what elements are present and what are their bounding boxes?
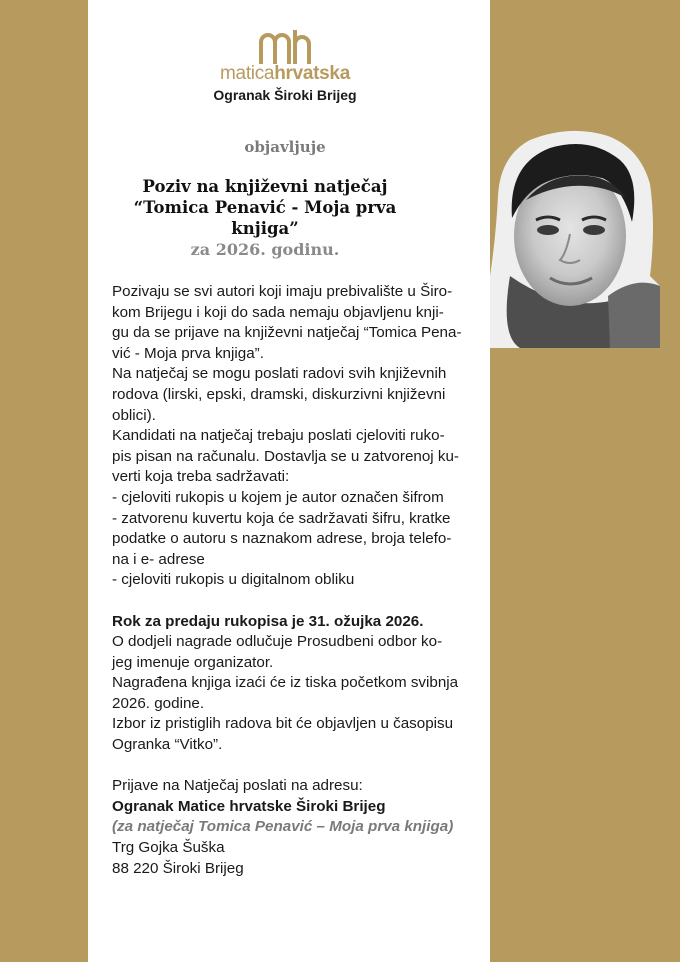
text-line: Kandidati na natječaj trebaju poslati cjeloviti ruko- bbox=[112, 427, 445, 445]
mh-monogram-icon bbox=[258, 30, 312, 64]
text-line: gu da se prijave na književni natječaj “Tomica Pena- bbox=[112, 324, 462, 342]
text-line: - cjeloviti rukopis u kojem je autor označen šifrom bbox=[112, 488, 444, 506]
left-gold-band bbox=[0, 0, 88, 962]
address-organization: Ogranak Matice hrvatske Široki Brijeg bbox=[112, 797, 386, 815]
text-line: podatke o autoru s naznakom adrese, broja telefo- bbox=[112, 530, 452, 548]
publishes-label: objavljuje bbox=[244, 138, 326, 156]
text-line: Nagrađena knjiga izaći će iz tiska početkom svibnja bbox=[112, 674, 459, 692]
text-line: - zatvorenu kuvertu koja će sadržavati šifru, kratke bbox=[112, 509, 451, 527]
text-line: Izbor iz pristiglih radova bit će objavljen u časopisu bbox=[112, 715, 454, 733]
text-line: oblici). bbox=[112, 406, 156, 424]
title-line-1: Poziv na književni natječaj bbox=[142, 177, 388, 196]
text-line: O dodjeli nagrade odlučuje Prosudbeni odbor ko- bbox=[112, 633, 443, 651]
text-line: kom Brijegu i koji do sada nemaju objavljenu knji- bbox=[112, 303, 444, 321]
title-line-2: “Tomica Penavić - Moja prva knjiga” bbox=[133, 198, 397, 238]
intro-paragraph bbox=[112, 282, 474, 591]
portrait-photo bbox=[490, 126, 660, 348]
text-line: Ogranka “Vitko”. bbox=[112, 736, 223, 754]
address-note: (za natječaj Tomica Penavić – Moja prva knjiga) bbox=[112, 818, 454, 836]
logo-wordmark bbox=[200, 64, 370, 84]
text-line: verti koja treba sadržavati: bbox=[112, 468, 290, 486]
title-line-3: za 2026. godinu. bbox=[190, 240, 340, 259]
deadline-line: Rok za predaju rukopisa je 31. ožujka 2026. bbox=[112, 612, 424, 630]
text-line: - cjeloviti rukopis u digitalnom obliku bbox=[112, 571, 355, 589]
matica-hrvatska-logo bbox=[200, 30, 370, 104]
branch-name: Ogranak Široki Brijeg bbox=[213, 87, 357, 103]
details-paragraph bbox=[112, 632, 474, 756]
text-line: pis pisan na računalu. Dostavlja se u zatvorenoj ku- bbox=[112, 447, 459, 465]
text-line: Pozivaju se svi autori koji imaju prebivalište u Širo- bbox=[112, 283, 453, 300]
body-text bbox=[112, 282, 474, 879]
text-line: Na natječaj se mogu poslati radovi svih književnih bbox=[112, 365, 447, 383]
text-line: vić - Moja prva knjiga”. bbox=[112, 344, 264, 362]
logo-word-bold: hrvatska bbox=[274, 63, 350, 84]
text-line: rodova (lirski, epski, dramski, diskurzivni književni bbox=[112, 385, 446, 403]
address-intro: Prijave na Natječaj poslati na adresu: bbox=[112, 777, 363, 795]
address-city: 88 220 Široki Brijeg bbox=[112, 859, 244, 877]
text-line: 2026. godine. bbox=[112, 694, 205, 712]
address-street: Trg Gojka Šuška bbox=[112, 839, 225, 857]
text-line: na i e- adrese bbox=[112, 550, 205, 568]
text-line: jeg imenuje organizator. bbox=[112, 653, 274, 671]
competition-title bbox=[110, 176, 420, 260]
logo-word-light: matica bbox=[220, 63, 275, 84]
